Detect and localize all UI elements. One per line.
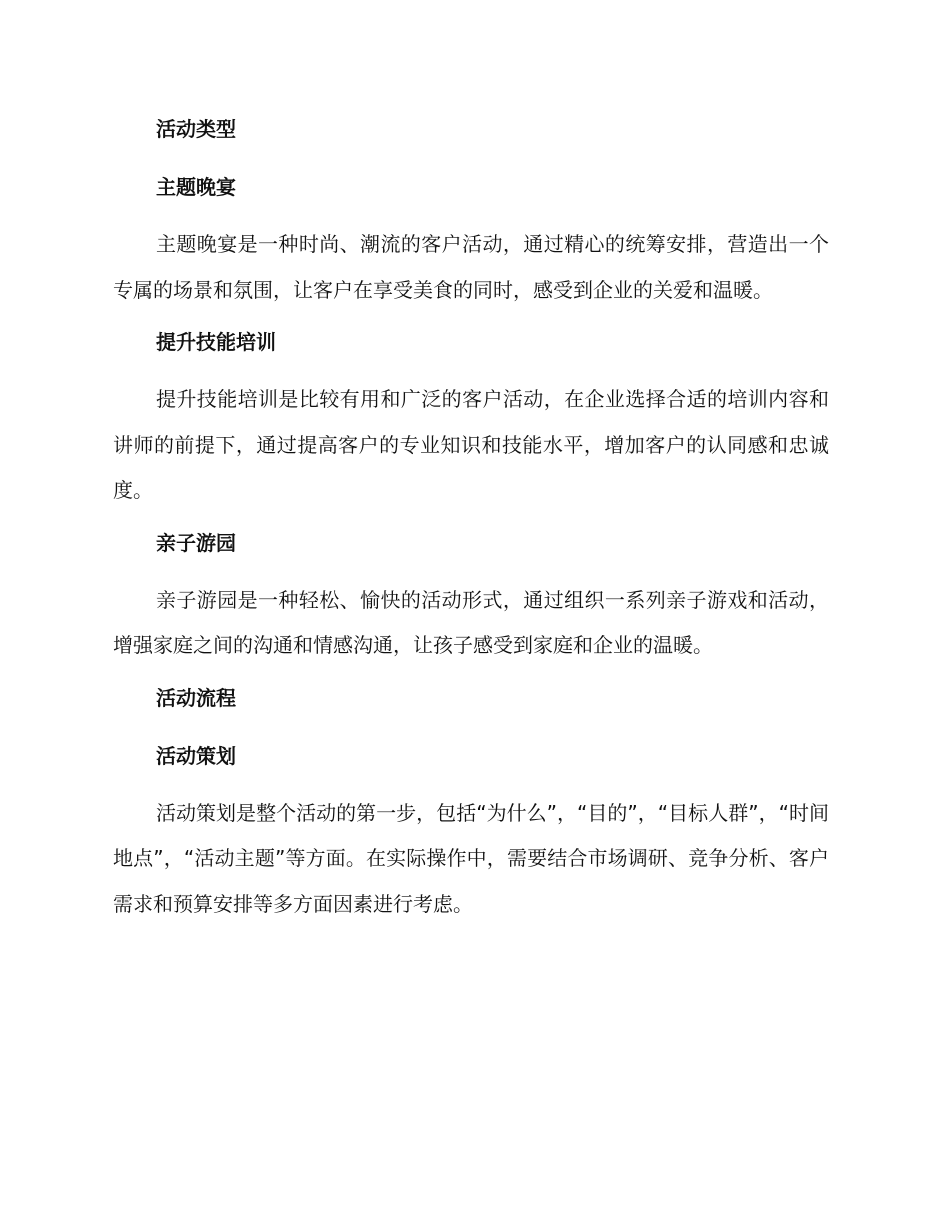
subheading-family-park: 亲子游园 <box>156 530 236 555</box>
document-content <box>113 112 829 939</box>
paragraph-skills-training: 提升技能培训是比较有用和广泛的客户活动，在企业选择合适的培训内容和讲师的前提下，通过提高客户的专业知识和技能水平，增加客户的认同感和忠诚度。 <box>113 387 829 502</box>
subheading-skills-training: 提升技能培训 <box>156 330 276 354</box>
paragraph-activity-planning: 活动策划是整个活动的第一步，包括“为什么”，“目的”，“目标人群”，“时间地点”，“活动主题”等方面。在实际操作中，需要结合市场调研、竞争分析、客户需求和预算安排等多方面因素进行考虑。 <box>113 800 829 916</box>
section-heading-activity-types: 活动类型 <box>156 117 236 141</box>
subheading-theme-banquet: 主题晚宴 <box>156 175 236 199</box>
paragraph-theme-banquet: 主题晚宴是一种时尚、潮流的客户活动，通过精心的统筹安排，营造出一个专属的场景和氛围，让客户在享受美食的同时，感受到企业的关爱和温暖。 <box>113 232 829 302</box>
paragraph-family-park: 亲子游园是一种轻松、愉快的活动形式，通过组织一系列亲子游戏和活动，增强家庭之间的沟通和情感沟通，让孩子感受到家庭和企业的温暖。 <box>113 587 829 657</box>
section-heading-activity-process: 活动流程 <box>156 685 236 710</box>
subheading-activity-planning: 活动策划 <box>156 743 236 768</box>
